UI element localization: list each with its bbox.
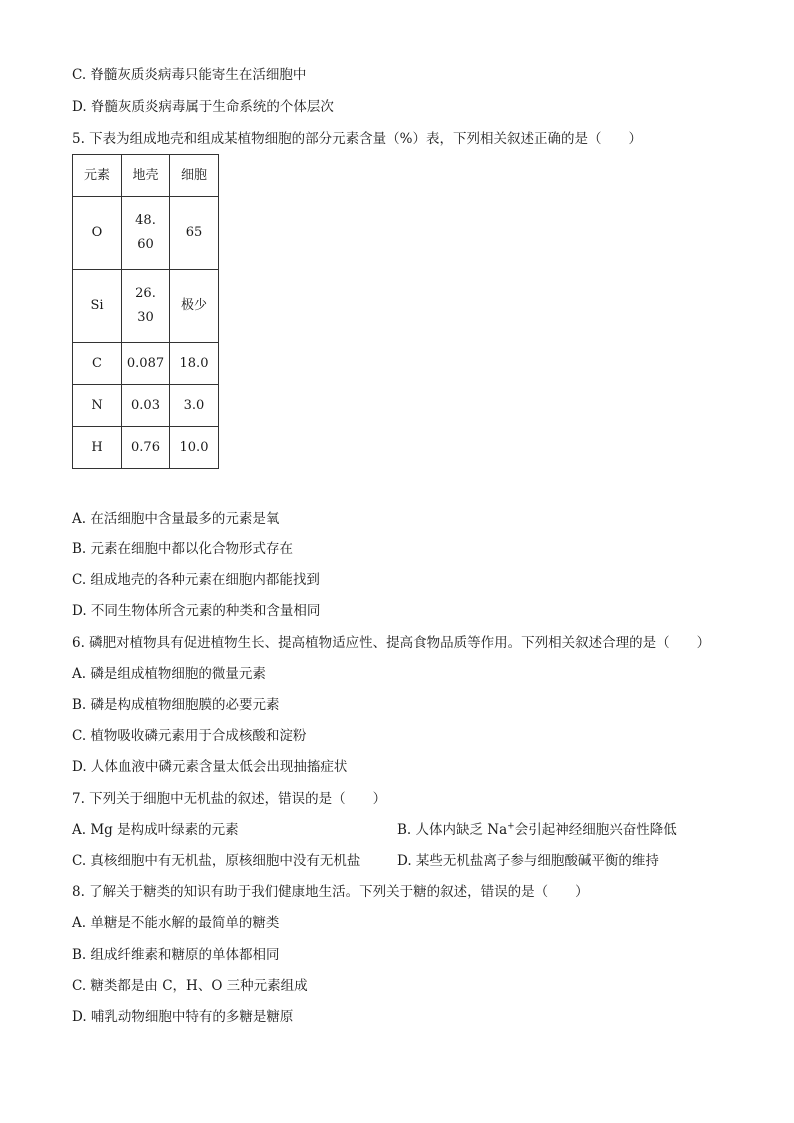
q7b-superscript: + xyxy=(507,821,515,832)
cell-cell: 10.0 xyxy=(170,427,219,469)
question-6-stem: 6. 磷肥对植物具有促进植物生长、提高植物适应性、提高食物品质等作用。下列相关叙述合理的是（ ） xyxy=(72,635,711,651)
q6-option-b: B. 磷是构成植物细胞膜的必要元素 xyxy=(72,697,280,713)
question-8-stem: 8. 了解关于糖类的知识有助于我们健康地生活。下列关于糖的叙述，错误的是（ ） xyxy=(72,884,589,900)
table-row xyxy=(73,270,219,343)
header-crust: 地壳 xyxy=(122,155,170,197)
cell-crust: 0.76 xyxy=(122,427,170,469)
cell-element: N xyxy=(73,385,122,427)
q4-option-c: C. 脊髓灰质炎病毒只能寄生在活细胞中 xyxy=(72,67,307,83)
q6-option-c: C. 植物吸收磷元素用于合成核酸和淀粉 xyxy=(72,728,307,744)
q8-option-b: B. 组成纤维素和糖原的单体都相同 xyxy=(72,947,280,963)
table-row xyxy=(73,427,219,469)
table-row xyxy=(73,343,219,385)
question-7-stem: 7. 下列关于细胞中无机盐的叙述，错误的是（ ） xyxy=(72,791,387,807)
q6-option-a: A. 磷是组成植物细胞的微量元素 xyxy=(72,666,266,682)
table-row xyxy=(73,385,219,427)
cell-crust: 0.087 xyxy=(122,343,170,385)
q5-option-d: D. 不同生物体所含元素的种类和含量相同 xyxy=(72,603,321,619)
q6-option-d: D. 人体血液中磷元素含量太低会出现抽搐症状 xyxy=(72,759,348,775)
question-5-stem: 5. 下表为组成地壳和组成某植物细胞的部分元素含量（%）表，下列相关叙述正确的是（ ） xyxy=(72,131,642,147)
q8-option-c: C. 糖类都是由 C，H、O 三种元素组成 xyxy=(72,978,308,994)
cell-cell: 18.0 xyxy=(170,343,219,385)
q5-option-a: A. 在活细胞中含量最多的元素是氧 xyxy=(72,511,280,527)
q7-option-a: A. Mg 是构成叶绿素的元素 xyxy=(72,822,239,838)
q8-option-d: D. 哺乳动物细胞中特有的多糖是糖原 xyxy=(72,1009,294,1025)
q7-option-b xyxy=(397,821,677,839)
q7-option-d: D. 某些无机盐离子参与细胞酸碱平衡的维持 xyxy=(397,853,659,869)
cell-element: C xyxy=(73,343,122,385)
q8-option-a: A. 单糖是不能水解的最简单的糖类 xyxy=(72,915,280,931)
cell-crust-wrapped: 26. 30 xyxy=(122,270,170,343)
cell-cell: 65 xyxy=(170,197,219,270)
cell-element: Si xyxy=(73,270,122,343)
q7-option-c: C. 真核细胞中有无机盐，原核细胞中没有无机盐 xyxy=(72,853,361,869)
q4-option-d: D. 脊髓灰质炎病毒属于生命系统的个体层次 xyxy=(72,99,334,115)
header-element: 元素 xyxy=(73,155,122,197)
q5-option-b: B. 元素在细胞中都以化合物形式存在 xyxy=(72,541,294,557)
cell-crust: 0.03 xyxy=(122,385,170,427)
cell-element: O xyxy=(73,197,122,270)
cell-crust-wrapped: 48. 60 xyxy=(122,197,170,270)
header-cell: 细胞 xyxy=(170,155,219,197)
cell-cell: 3.0 xyxy=(170,385,219,427)
q7b-text-pre: B. 人体内缺乏 Na xyxy=(397,822,508,838)
cell-cell: 极少 xyxy=(170,270,219,343)
table-header-row xyxy=(73,155,219,197)
q7b-text-post: 会引起神经细胞兴奋性降低 xyxy=(514,822,677,838)
table-row xyxy=(73,197,219,270)
element-content-table xyxy=(72,154,219,469)
q5-option-c: C. 组成地壳的各种元素在细胞内都能找到 xyxy=(72,572,320,588)
cell-element: H xyxy=(73,427,122,469)
